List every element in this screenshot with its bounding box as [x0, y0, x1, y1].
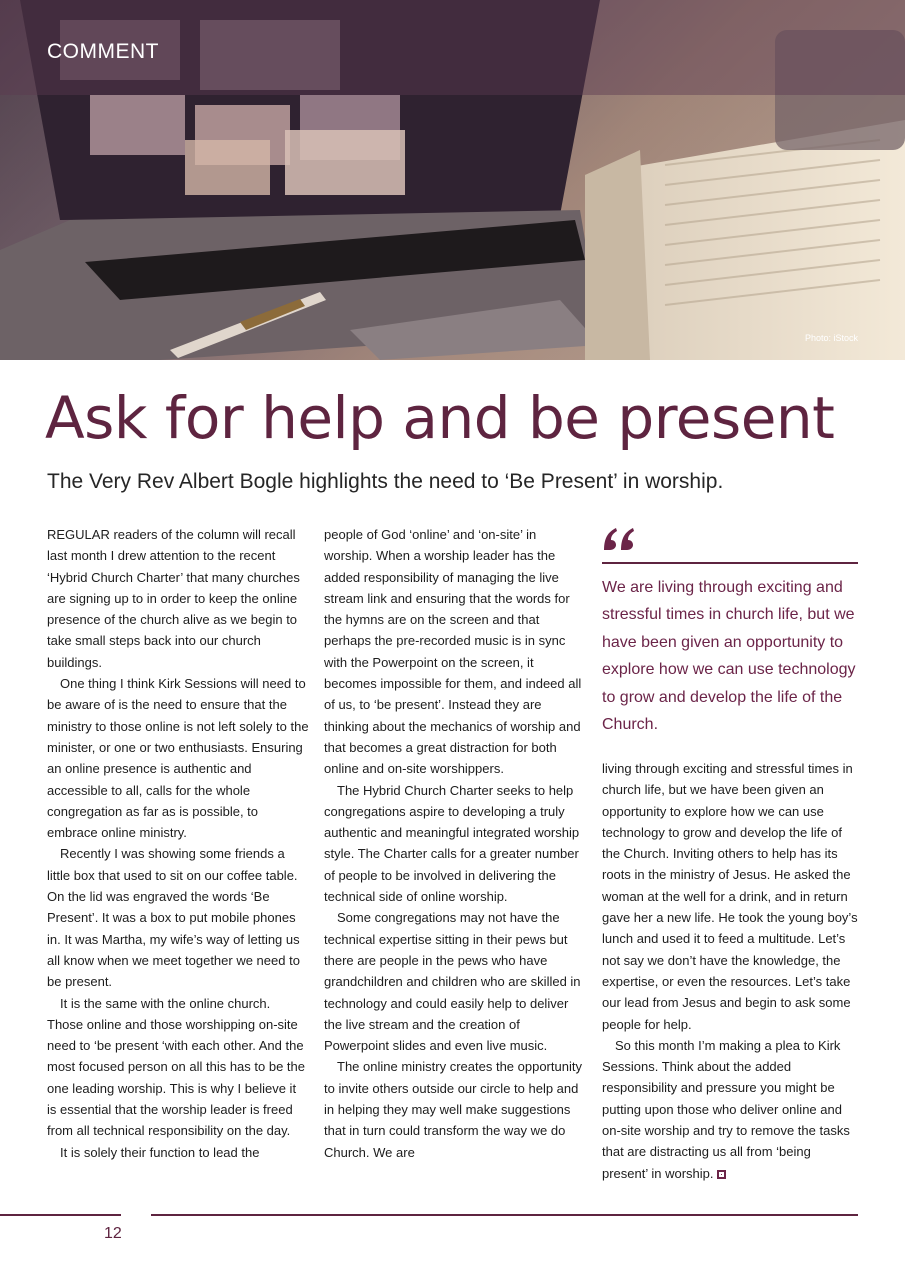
end-of-article-icon — [717, 1170, 726, 1179]
article-standfirst: The Very Rev Albert Bogle highlights the need to ‘Be Present’ in worship. — [47, 470, 724, 493]
paragraph — [602, 1035, 860, 1184]
paragraph: The Hybrid Church Charter seeks to help congregations aspire to developing a truly authentic and meaningful integrated worship style. The Charter calls for a greater number of people to be involved in delivering the technical side of online worship. — [324, 782, 580, 905]
page-number: 12 — [104, 1225, 122, 1242]
article-column-3 — [602, 758, 860, 1184]
paragraph: It is solely their function to lead the — [60, 1144, 260, 1160]
paragraph: people of God ‘online’ and ‘on-site’ in worship. When a worship leader has the added responsibility of managing the live stream link and ensuring that the words for the hymns are on the screen and that perhaps the pre-recorded music is in sync with the Powerpoint on the screen, it becomes impossible for them, and indeed all of us, to ‘be present’. Instead they are thinking about the mechanics of worship and that becomes a great distraction for both online and on-site worshippers. — [324, 527, 582, 777]
section-label: COMMENT — [47, 40, 159, 63]
paragraph: The online ministry creates the opportunity to invite others outside our circle to help and in helping they may well make suggestions that in turn could transform the way we do Church. We are — [324, 1059, 582, 1160]
pull-quote-rule — [602, 562, 858, 564]
paragraph: Some congregations may not have the technical expertise sitting in their pews but there are people in the pews who have grandchildren and children who are skilled in technology and could easily help to deliver the live stream and the creation of Powerpoint slides and even live music. — [324, 910, 581, 1054]
footer-rule-left — [0, 1214, 121, 1216]
hero-photo — [0, 0, 905, 360]
paragraph: Recently I was showing some friends a little box that used to sit on our coffee table. On the lid was engraved the words ‘Be Present’. It was a box to put mobile phones in. It was Martha, my wife’s way of letting us all know when we meet together we need to be present. — [47, 846, 300, 990]
quote-mark-icon — [602, 526, 636, 552]
paragraph: It is the same with the online church. Those online and those worshipping on-site need to ‘be present ‘with each other. And the most focused person on all this has to be the one leading worship. This is why I believe it is essential that the worship leader is freed from all technical responsibility on the day. — [47, 995, 305, 1139]
photo-credit: Photo: iStock — [804, 333, 858, 343]
pull-quote: We are living through exciting and stressful times in church life, but we have been given an opportunity to explore how we can use technology to grow and develop the life of the Church. — [602, 579, 856, 734]
article-column-2 — [324, 524, 586, 1163]
footer-rule-right — [151, 1214, 858, 1216]
paragraph: living through exciting and stressful times in church life, but we have been given an opportunity to explore how we can use technology to grow and develop the life of the Church. Inviting others to help has its roots in the ministry of Jesus. He asked the woman at the well for a drink, and in return gave her a new life. He took the young boy’s lunch and used it to feed a multitude. Let’s not say we don’t have the knowledge, the expertise, or even the resources. Let’s take our lead from Jesus and begin to ask some people for help. — [602, 761, 858, 1032]
paragraph-text: So this month I’m making a plea to Kirk Sessions. Think about the added responsibility and pressure you might be putting upon those who deliver online and on-site worship and try to remove the tasks that are distracting us all from ‘being present’ in worship. — [602, 1037, 850, 1181]
article-column-1 — [47, 524, 309, 1163]
article-headline: Ask for help and be present — [45, 384, 835, 452]
paragraph: One thing I think Kirk Sessions will need to be aware of is the need to ensure that the ministry to those online is not left solely to the minister, or one or two enthusiasts. Ensuring an online presence is authentic and accessible to all, calls for the whole congregation as far as is possible, to embrace online ministry. — [47, 676, 309, 841]
paragraph: REGULAR readers of the column will recall last month I drew attention to the recent ‘Hybrid Church Charter’ that many churches are signing up to in order to keep the online presence of the church alive as we begin to take small steps back into our church buildings. — [47, 527, 300, 670]
